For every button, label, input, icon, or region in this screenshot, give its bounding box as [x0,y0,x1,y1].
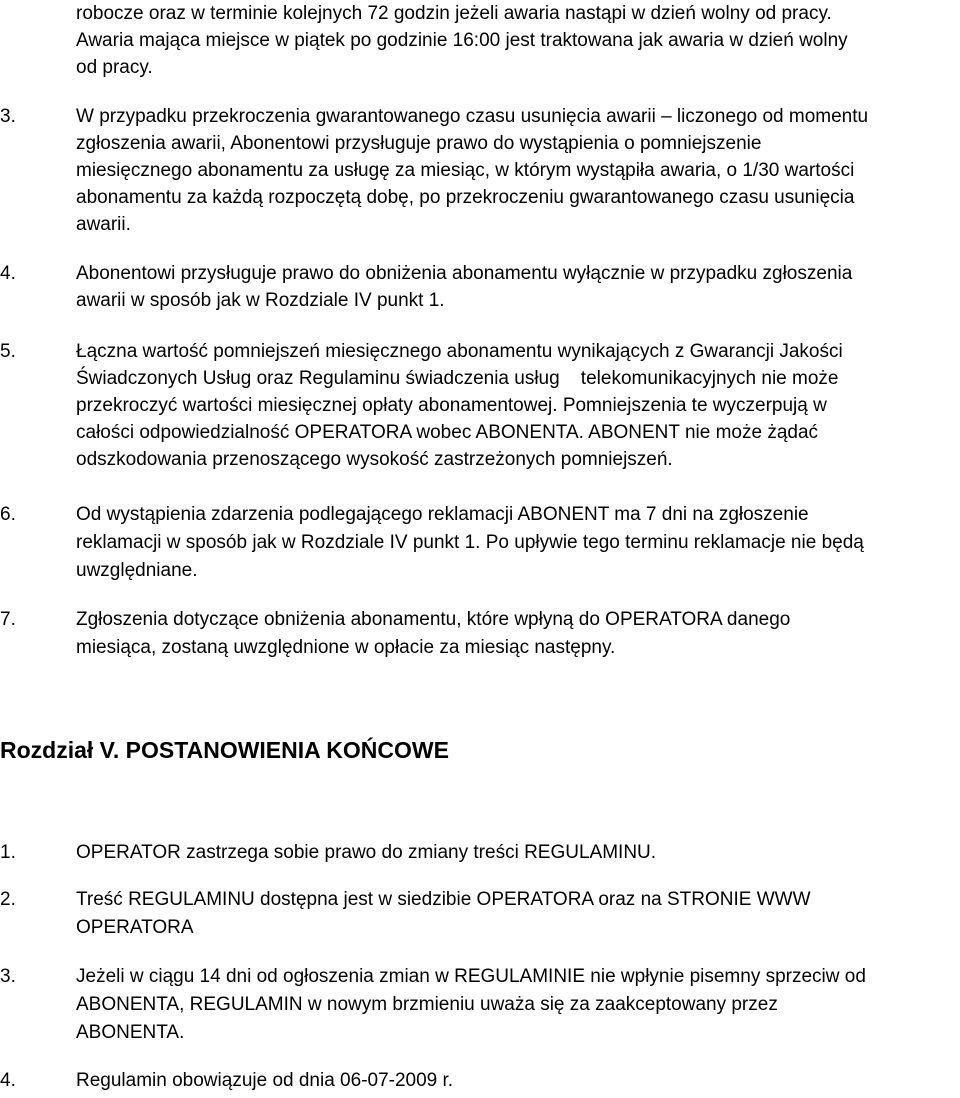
chapter-item-4-number: 4. [0,1070,16,1091]
chapter-item-2-line-2: OPERATORA [76,917,194,938]
continuation-line-3: od pracy. [76,57,153,78]
item-3-number: 3. [0,106,16,127]
item-5-line-4: całości odpowiedzialność OPERATORA wobec ABONENTA. ABONENT nie może żądać [76,422,819,443]
item-7-line-2: miesiąca, zostaną uwzględnione w opłacie za miesiąc następny. [76,637,616,658]
item-5-line-5: odszkodowania przenoszącego wysokość zastrzeżonych pomniejszeń. [76,449,673,470]
item-3-line-3: miesięcznego abonamentu za usługę za miesiąc, w którym wystąpiła awaria, o 1/30 wartości [76,160,855,181]
chapter-item-3-number: 3. [0,966,16,987]
chapter-item-1-number: 1. [0,842,16,863]
item-3-line-2: zgłoszenia awarii, Abonentowi przysługuje prawo do wystąpienia o pomniejszenie [76,133,762,154]
item-3-line-4: abonamentu za każdą rozpoczętą dobę, po przekroczeniu gwarantowanego czasu usunięcia [76,187,855,208]
chapter-item-3-line-1: Jeżeli w ciągu 14 dni od ogłoszenia zmian w REGULAMINIE nie wpłynie pisemny sprzeciw od [76,966,866,987]
item-4-line-1: Abonentowi przysługuje prawo do obniżenia abonamentu wyłącznie w przypadku zgłoszenia [76,263,853,284]
continuation-line-2: Awaria mająca miejsce w piątek po godzinie 16:00 jest traktowana jak awaria w dzień wolny [76,30,848,51]
item-6-number: 6. [0,504,16,525]
item-5-line-3: przekroczyć wartości miesięcznej opłaty abonamentowej. Pomniejszenia te wyczerpują w [76,395,827,416]
item-5-line-2: Świadczonych Usług oraz Regulaminu świadczenia usług telekomunikacyjnych nie może [76,368,839,389]
item-6-line-2: reklamacji w sposób jak w Rozdziale IV punkt 1. Po upływie tego terminu reklamacje nie będą [76,532,864,553]
item-5-number: 5. [0,341,16,362]
item-4-number: 4. [0,263,16,284]
chapter-item-1-line-1: OPERATOR zastrzega sobie prawo do zmiany treści REGULAMINU. [76,842,657,863]
chapter-item-4-line-1: Regulamin obowiązuje od dnia 06-07-2009 r. [76,1070,454,1091]
chapter-item-2-line-1: Treść REGULAMINU dostępna jest w siedzibie OPERATORA oraz na STRONIE WWW [76,889,811,910]
item-4-line-2: awarii w sposób jak w Rozdziale IV punkt 1. [76,290,445,311]
item-7-line-1: Zgłoszenia dotyczące obniżenia abonamentu, które wpłyną do OPERATORA danego [76,609,791,630]
item-6-line-3: uwzględniane. [76,560,198,581]
item-3-line-5: awarii. [76,214,131,235]
item-3-line-1: W przypadku przekroczenia gwarantowanego czasu usunięcia awarii – liczonego od momentu [76,106,869,127]
continuation-line-1: robocze oraz w terminie kolejnych 72 godzin jeżeli awaria nastąpi w dzień wolny od pracy. [76,3,832,24]
chapter-heading: Rozdział V. POSTANOWIENIA KOŃCOWE [0,737,449,763]
chapter-item-3-line-3: ABONENTA. [76,1022,185,1043]
chapter-item-3-line-2: ABONENTA, REGULAMIN w nowym brzmieniu uważa się za zaakceptowany przez [76,994,778,1015]
item-7-number: 7. [0,609,16,630]
item-6-line-1: Od wystąpienia zdarzenia podlegającego reklamacji ABONENT ma 7 dni na zgłoszenie [76,504,809,525]
item-5-line-1: Łączna wartość pomniejszeń miesięcznego abonamentu wynikających z Gwarancji Jakości [76,341,843,362]
chapter-item-2-number: 2. [0,889,16,910]
